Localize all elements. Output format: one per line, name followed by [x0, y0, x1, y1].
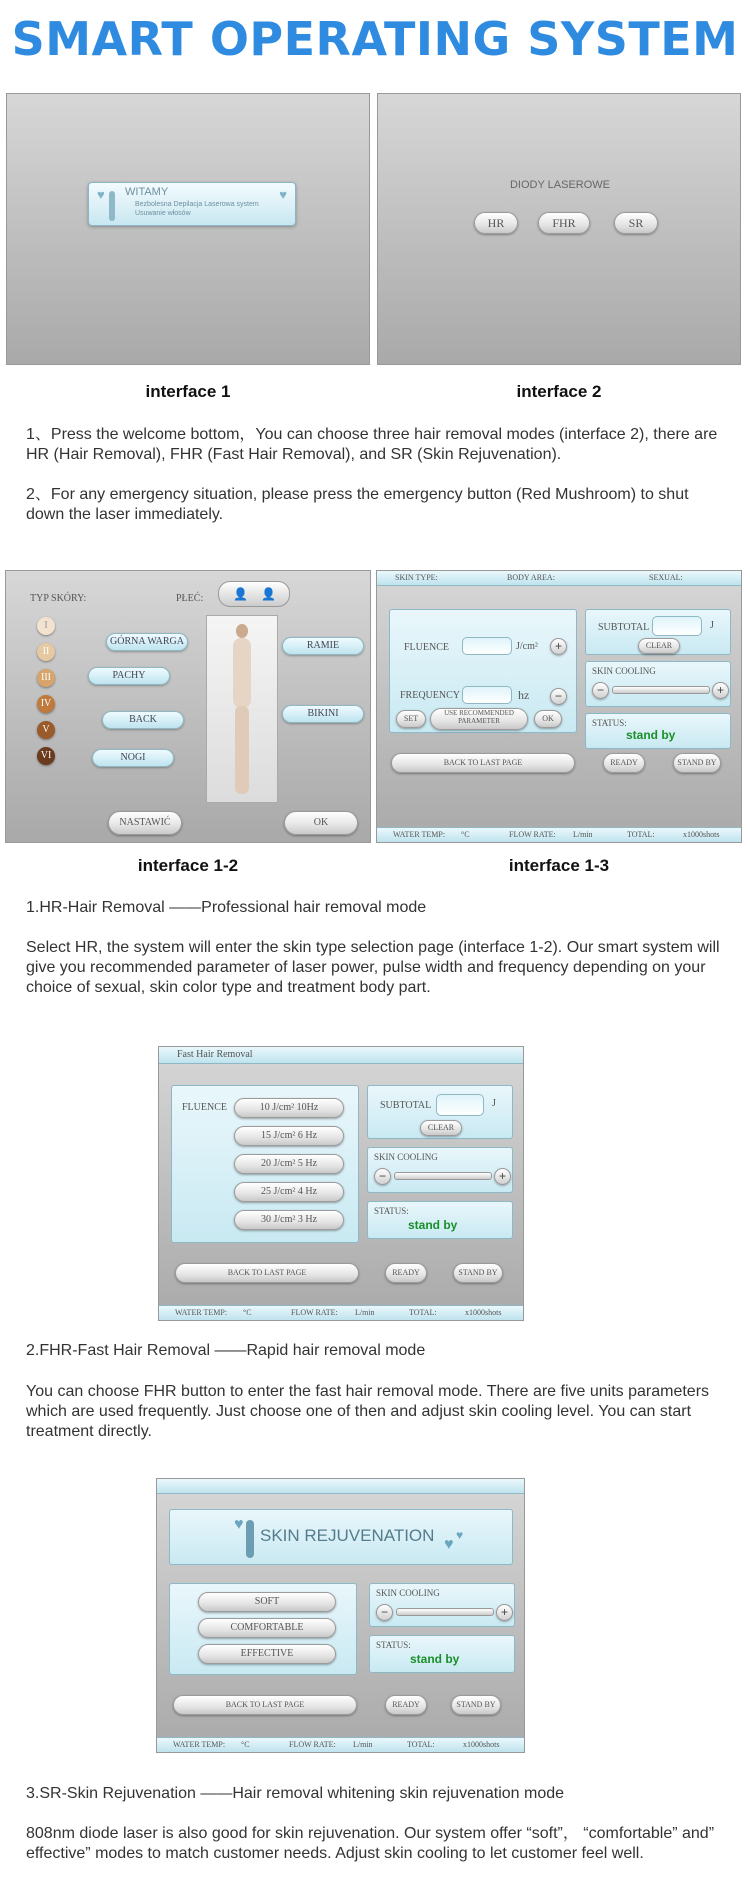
- interface-2-screen: [377, 93, 741, 365]
- clear-button[interactable]: CLEAR: [638, 638, 680, 654]
- fhr-cooling-minus-button[interactable]: −: [374, 1168, 391, 1185]
- flow-rate-label: FLOW RATE:: [509, 830, 556, 839]
- welcome-button[interactable]: [88, 182, 296, 226]
- sr-total-unit: x1000shots: [463, 1740, 500, 1749]
- interface-1-3-screen: [376, 570, 742, 843]
- sr-cooling-plus-button[interactable]: +: [496, 1604, 513, 1621]
- fhr-screen: [158, 1046, 524, 1321]
- woman-silhouette-icon: [246, 1520, 254, 1558]
- sr-heading: 3.SR-Skin Rejuvenation ——Hair removal whitening skin rejuvenation mode: [26, 1785, 565, 1802]
- skin-type-2[interactable]: II: [37, 643, 55, 661]
- skin-type-1[interactable]: I: [37, 617, 55, 635]
- heart-icon: ♥: [444, 1536, 454, 1553]
- subtotal-display: [652, 616, 702, 636]
- heart-icon: ♥: [279, 187, 287, 202]
- fhr-bottom-bar: [159, 1305, 523, 1320]
- sr-total-label: TOTAL:: [407, 1740, 435, 1749]
- sr-screen: [156, 1478, 525, 1753]
- status-value: stand by: [626, 728, 676, 742]
- gender-selector[interactable]: [218, 581, 290, 607]
- mode-sr-button[interactable]: SR: [614, 212, 658, 234]
- body-area-info: BODY AREA:: [507, 573, 555, 582]
- skin-type-info: SKIN TYPE:: [395, 573, 438, 582]
- area-legs-button[interactable]: NOGI: [92, 749, 174, 767]
- bottom-info-bar: [377, 827, 741, 842]
- body-head: [236, 624, 248, 638]
- fluence-plus-button[interactable]: +: [550, 638, 567, 655]
- temp-unit: °C: [461, 830, 470, 839]
- sr-bottom-bar: [157, 1737, 524, 1752]
- fhr-option-4[interactable]: 25 J/cm² 4 Hz: [234, 1182, 344, 1202]
- area-back-button[interactable]: BACK: [102, 711, 184, 729]
- body-torso: [233, 638, 251, 708]
- interface-1-caption: interface 1: [145, 382, 231, 401]
- body-legs: [235, 706, 249, 794]
- fluence-label: FLUENCE: [404, 642, 449, 653]
- area-armpit-button[interactable]: PACHY: [88, 667, 170, 685]
- sr-top-bar: [157, 1479, 524, 1494]
- area-bikini-button[interactable]: BIKINI: [282, 705, 364, 723]
- skin-cooling-label: SKIN COOLING: [592, 666, 656, 676]
- fluence-input[interactable]: [462, 637, 512, 655]
- ok-button[interactable]: OK: [284, 811, 358, 835]
- fhr-status-label: STATUS:: [374, 1206, 409, 1216]
- use-recommended-button[interactable]: [430, 708, 528, 730]
- fhr-cooling-slider[interactable]: [394, 1172, 492, 1180]
- heart-icon: ♥: [234, 1516, 244, 1533]
- fhr-heading: 2.FHR-Fast Hair Removal ——Rapid hair removal mode: [26, 1342, 426, 1359]
- sr-ready-button[interactable]: READY: [385, 1695, 427, 1715]
- sr-description: 808nm diode laser is also good for skin rejuvenation. Our system offer “soft”， “comfortable” and” effective” modes to match customer needs. Adjust skin cooling to let customer feel well.: [26, 1825, 715, 1862]
- set-button[interactable]: SET: [396, 710, 426, 728]
- fhr-back-button[interactable]: BACK TO LAST PAGE: [175, 1263, 359, 1283]
- sr-soft-button[interactable]: SOFT: [198, 1592, 336, 1612]
- instruction-2: 2、For any emergency situation, please press the emergency button (Red Mushroom) to shut down the laser immediately.: [26, 486, 689, 523]
- sr-flow-rate-label: FLOW RATE:: [289, 1740, 336, 1749]
- interface-1-3-caption: interface 1-3: [508, 856, 610, 875]
- fhr-subtotal-panel: [367, 1085, 513, 1139]
- subtotal-label: SUBTOTAL: [598, 622, 650, 633]
- skin-type-3[interactable]: III: [37, 669, 55, 687]
- sr-flow-unit: L/min: [353, 1740, 373, 1749]
- fhr-option-3[interactable]: 20 J/cm² 5 Hz: [234, 1154, 344, 1174]
- fhr-total-label: TOTAL:: [409, 1308, 437, 1317]
- sr-standby-button[interactable]: STAND BY: [451, 1695, 501, 1715]
- skin-type-label: TYP SKÓRY:: [30, 593, 87, 604]
- fhr-title-bar: [159, 1047, 523, 1064]
- fhr-standby-button[interactable]: STAND BY: [453, 1263, 503, 1283]
- subtotal-unit: J: [710, 620, 714, 631]
- ok-button[interactable]: OK: [534, 710, 562, 728]
- sr-status-panel: [369, 1635, 515, 1673]
- fhr-subtotal-label: SUBTOTAL: [380, 1100, 432, 1111]
- interface-1-2-caption: interface 1-2: [137, 856, 239, 875]
- welcome-title: WITAMY: [125, 186, 169, 198]
- interface-1-screen: [6, 93, 370, 365]
- parameter-panel: [389, 609, 577, 733]
- sr-title: SKIN REJUVENATION: [260, 1526, 435, 1545]
- heart-icon: ♥: [97, 187, 105, 202]
- page-title: SMART OPERATING SYSTEM: [11, 12, 739, 66]
- hr-heading: 1.HR-Hair Removal ——Professional hair removal mode: [26, 899, 427, 916]
- water-temp-label: WATER TEMP:: [393, 830, 446, 839]
- interface-1-2-screen: [5, 570, 371, 843]
- fhr-status-panel: [367, 1201, 513, 1239]
- skin-cooling-panel: [585, 661, 731, 707]
- fhr-flow-rate-label: FLOW RATE:: [291, 1308, 338, 1317]
- status-label: STATUS:: [592, 718, 627, 728]
- sexual-info: SEXUAL:: [649, 573, 683, 582]
- ready-button[interactable]: READY: [603, 753, 645, 773]
- cooling-plus-button[interactable]: +: [712, 682, 729, 699]
- sr-cooling-minus-button[interactable]: −: [376, 1604, 393, 1621]
- frequency-unit: hz: [518, 688, 530, 702]
- fhr-option-2[interactable]: 15 J/cm² 6 Hz: [234, 1126, 344, 1146]
- area-arm-button[interactable]: RAMIE: [282, 637, 364, 655]
- area-upper-lip-button[interactable]: GÓRNA WARGA: [106, 633, 188, 651]
- sr-title-panel: [169, 1509, 513, 1565]
- fhr-skin-cooling-label: SKIN COOLING: [374, 1152, 438, 1162]
- cooling-minus-button[interactable]: −: [592, 682, 609, 699]
- fhr-fluence-label: FLUENCE: [182, 1102, 227, 1113]
- standby-button[interactable]: STAND BY: [673, 753, 721, 773]
- sr-skin-cooling-label: SKIN COOLING: [376, 1588, 440, 1598]
- fhr-skin-cooling-panel: [367, 1147, 513, 1193]
- mode-hr-button[interactable]: HR: [474, 212, 518, 234]
- use-recommended-label: USE RECOMMENDED PARAMETER: [444, 709, 514, 725]
- woman-silhouette-icon: [109, 191, 115, 221]
- fhr-clear-button[interactable]: CLEAR: [420, 1120, 462, 1136]
- sr-options-panel: [169, 1583, 357, 1675]
- fhr-flow-unit: L/min: [355, 1308, 375, 1317]
- fhr-water-temp-label: WATER TEMP:: [175, 1308, 228, 1317]
- total-label: TOTAL:: [627, 830, 655, 839]
- welcome-line-1: Bezbolesna Depilacja Laserowa system: [135, 201, 259, 208]
- fhr-options-panel: [171, 1085, 359, 1243]
- sr-cooling-slider[interactable]: [396, 1608, 494, 1616]
- sr-effective-button[interactable]: EFFECTIVE: [198, 1644, 336, 1664]
- fhr-temp-unit: °C: [243, 1308, 252, 1317]
- interface-2-caption: interface 2: [516, 382, 602, 401]
- total-unit: x1000shots: [683, 830, 720, 839]
- body-figure-image: [206, 615, 278, 803]
- fhr-description: You can choose FHR button to enter the fast hair removal mode. There are five units parameters which are used frequently. Just choose one of then and adjust skin cooling level. You can start treatment directly.: [26, 1383, 710, 1440]
- mode-fhr-button[interactable]: FHR: [538, 212, 590, 234]
- fhr-ready-button[interactable]: READY: [385, 1263, 427, 1283]
- frequency-minus-button[interactable]: −: [550, 688, 567, 705]
- diode-heading: DIODY LASEROWE: [509, 179, 611, 191]
- heart-icon: ♥: [456, 1528, 464, 1542]
- status-panel: [585, 713, 731, 749]
- welcome-line-2: Usuwanie włosów: [135, 210, 191, 217]
- set-button[interactable]: NASTAWIĆ: [108, 811, 182, 835]
- female-icon[interactable]: 👤: [261, 587, 276, 601]
- sr-status-label: STATUS:: [376, 1640, 411, 1650]
- subtotal-panel: [585, 609, 731, 655]
- sr-water-temp-label: WATER TEMP:: [173, 1740, 226, 1749]
- fhr-title: Fast Hair Removal: [177, 1049, 253, 1060]
- fhr-option-1[interactable]: 10 J/cm² 10Hz: [234, 1098, 344, 1118]
- fhr-cooling-plus-button[interactable]: +: [494, 1168, 511, 1185]
- gender-label: PŁEĆ:: [176, 593, 204, 604]
- sr-comfortable-button[interactable]: COMFORTABLE: [198, 1618, 336, 1638]
- male-icon[interactable]: 👤: [233, 587, 248, 601]
- hr-description: Select HR, the system will enter the skin type selection page (interface 1-2). Our smart system will give you recommended parameter of laser power, pulse width and frequency depending on your choice of sexual, skin color type and treatment body part.: [26, 939, 720, 996]
- sr-skin-cooling-panel: [369, 1583, 515, 1627]
- frequency-label: FREQUENCY: [400, 690, 461, 701]
- fhr-status-value: stand by: [408, 1218, 458, 1232]
- top-info-bar: [377, 571, 741, 586]
- skin-type-5[interactable]: V: [37, 721, 55, 739]
- frequency-input[interactable]: [462, 686, 512, 704]
- cooling-slider[interactable]: [612, 686, 710, 694]
- skin-type-6[interactable]: VI: [37, 747, 55, 765]
- back-to-last-page-button[interactable]: BACK TO LAST PAGE: [391, 753, 575, 773]
- fhr-subtotal-display: [436, 1094, 484, 1116]
- fhr-total-unit: x1000shots: [465, 1308, 502, 1317]
- sr-status-value: stand by: [410, 1652, 460, 1666]
- instruction-1: 1、Press the welcome bottom，You can choose three hair removal modes (interface 2), there are HR (Hair Removal), FHR (Fast Hair Removal), and SR (Skin Rejuvenation).: [26, 426, 718, 463]
- sr-temp-unit: °C: [241, 1740, 250, 1749]
- skin-type-4[interactable]: IV: [37, 695, 55, 713]
- fluence-unit: J/cm²: [516, 641, 538, 652]
- fhr-option-5[interactable]: 30 J/cm² 3 Hz: [234, 1210, 344, 1230]
- flow-unit: L/min: [573, 830, 593, 839]
- sr-back-button[interactable]: BACK TO LAST PAGE: [173, 1695, 357, 1715]
- fhr-subtotal-unit: J: [492, 1098, 496, 1109]
